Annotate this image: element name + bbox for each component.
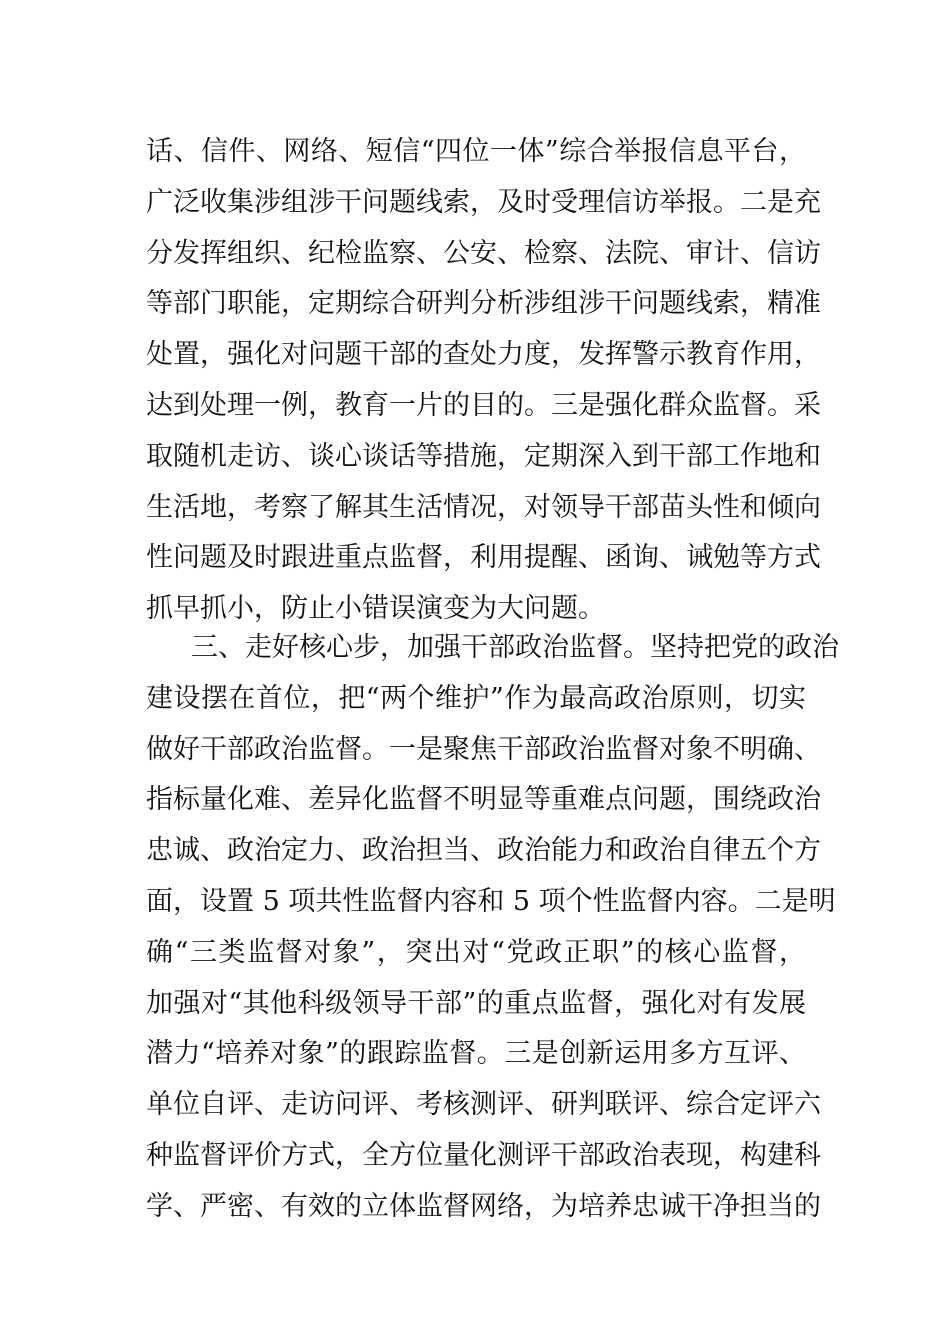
text-line: 建设摆在首位，把“两个维护”作为最高政治原则，切实: [146, 682, 806, 714]
text-line: 生活地，考察了解其生活情况，对领导干部苗头性和倾向: [146, 491, 821, 523]
text-line: 指标量化难、差异化监督不明显等重难点问题，围绕政治: [146, 784, 821, 816]
text-line: 加强对“其他科级领导干部”的重点监督，强化对有发展: [146, 987, 806, 1019]
text-line: 达到处理一例，教育一片的目的。三是强化群众监督。采: [146, 389, 821, 421]
text-line: 做好干部政治监督。一是聚焦干部政治监督对象不明确、: [146, 733, 821, 765]
text-line: 取随机走访、谈心谈话等措施，定期深入到干部工作地和: [146, 440, 821, 472]
paragraph-section-three: [146, 623, 839, 1233]
text-line: 学、严密、有效的立体监督网络，为培养忠诚干净担当的: [146, 1190, 821, 1222]
paragraph-continued: [146, 127, 821, 635]
text-line: 抓早抓小，防止小错误演变为大问题。: [146, 593, 605, 625]
text-line: 处置，强化对问题干部的查处力度，发挥警示教育作用，: [146, 339, 821, 371]
text-line: 潜力“培养对象”的跟踪监督。三是创新运用多方互评、: [146, 1038, 806, 1070]
text-line: 确“三类监督对象”，突出对“党政正职”的核心监督，: [146, 936, 806, 968]
text-line: 面，设置 5 项共性监督内容和 5 项个性监督内容。二是明: [146, 885, 836, 917]
text-line: 等部门职能，定期综合研判分析涉组涉干问题线索，精准: [146, 288, 821, 320]
text-line: 性问题及时跟进重点监督，利用提醒、函询、诫勉等方式: [146, 542, 821, 574]
text-line: 分发挥组织、纪检监察、公安、检察、法院、审计、信访: [146, 237, 821, 269]
text-line: 忠诚、政治定力、政治担当、政治能力和政治自律五个方: [146, 835, 821, 867]
text-line: 广泛收集涉组涉干问题线索，及时受理信访举报。二是充: [146, 186, 821, 218]
text-line: 单位自评、走访问评、考核测评、研判联评、综合定评六: [146, 1089, 821, 1121]
text-line: 话、信件、网络、短信“四位一体”综合举报信息平台，: [146, 136, 806, 167]
section-heading-line: 三、走好核心步，加强干部政治监督。坚持把党的政治: [191, 632, 839, 663]
text-line: 种监督评价方式，全方位量化测评干部政治表现，构建科: [146, 1139, 821, 1171]
